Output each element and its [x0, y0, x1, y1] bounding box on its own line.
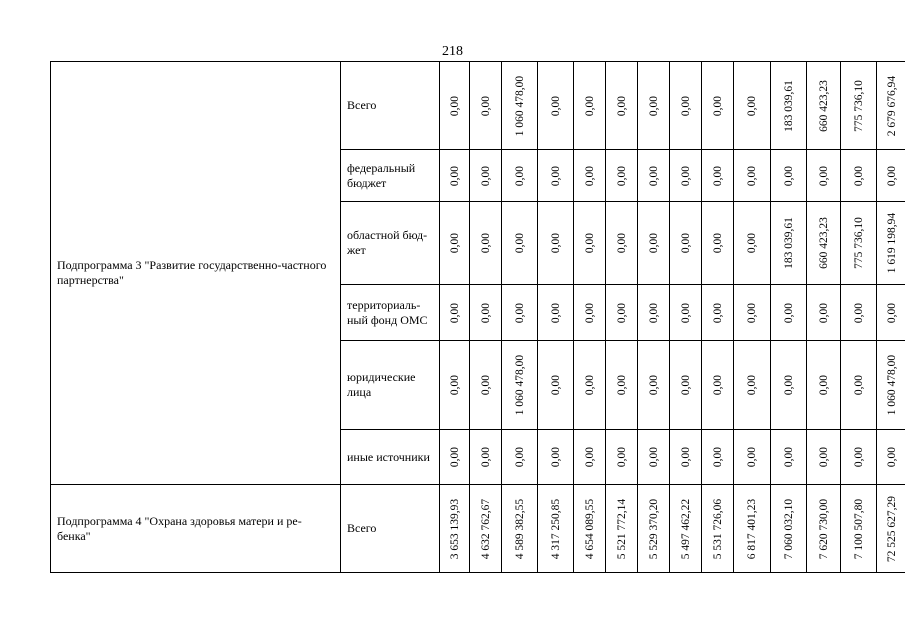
value-cell — [606, 341, 638, 430]
value-cell — [440, 202, 470, 285]
value-text: 0,00 — [782, 302, 795, 323]
value-cell — [470, 202, 502, 285]
value-cell — [440, 150, 470, 202]
value-text: 4 317 250,85 — [549, 498, 562, 559]
value-cell — [606, 202, 638, 285]
value-text: 0,00 — [549, 446, 562, 468]
value-cell — [574, 62, 606, 150]
value-cell — [670, 485, 702, 573]
value-cell — [670, 202, 702, 285]
value-text: 0,00 — [479, 374, 492, 396]
value-text: 0,00 — [679, 232, 692, 254]
program-title: Подпрограмма 3 "Развитие государственно-частного партнерства" — [51, 62, 341, 485]
value-cell — [502, 150, 538, 202]
value-cell — [470, 62, 502, 150]
funding-source: территориаль-ный фонд ОМС — [341, 285, 440, 341]
value-text: 0,00 — [615, 95, 628, 116]
value-cell — [670, 62, 702, 150]
value-cell — [538, 430, 574, 485]
value-cell — [470, 485, 502, 573]
value-text: 0,00 — [711, 95, 724, 116]
value-text: 3 653 139,93 — [448, 498, 461, 559]
value-text: 1 060 478,00 — [513, 354, 526, 416]
value-cell — [538, 341, 574, 430]
value-cell — [771, 150, 807, 202]
value-text: 0,00 — [549, 302, 562, 323]
value-cell — [574, 341, 606, 430]
value-text: 183 039,61 — [782, 217, 795, 269]
value-cell — [734, 285, 771, 341]
value-cell — [638, 62, 670, 150]
value-text: 0,00 — [615, 302, 628, 323]
value-text: 0,00 — [583, 165, 596, 186]
value-text: 7 100 507,80 — [852, 498, 865, 559]
value-text: 0,00 — [711, 302, 724, 323]
value-text: 0,00 — [852, 302, 865, 323]
value-text: 1 060 478,00 — [886, 354, 898, 416]
funding-source: юридические лица — [341, 341, 440, 430]
value-cell — [638, 285, 670, 341]
value-text: 0,00 — [679, 374, 692, 396]
value-text: 0,00 — [513, 232, 526, 254]
value-text: 0,00 — [448, 302, 461, 323]
table-row — [51, 62, 905, 150]
value-cell — [502, 430, 538, 485]
value-text: 0,00 — [615, 374, 628, 396]
value-text: 0,00 — [448, 232, 461, 254]
value-cell — [702, 202, 734, 285]
value-cell — [606, 430, 638, 485]
funding-source: Всего — [341, 62, 440, 150]
value-text: 0,00 — [852, 165, 865, 186]
value-text: 0,00 — [711, 232, 724, 254]
value-cell — [734, 202, 771, 285]
value-text: 0,00 — [711, 374, 724, 396]
value-cell — [877, 485, 905, 573]
value-cell — [670, 150, 702, 202]
value-cell — [807, 62, 841, 150]
value-cell — [574, 430, 606, 485]
value-cell — [841, 285, 877, 341]
value-text: 0,00 — [711, 165, 724, 186]
value-cell — [538, 62, 574, 150]
value-text: 5 531 726,06 — [711, 498, 724, 559]
value-text: 0,00 — [746, 446, 758, 468]
value-text: 0,00 — [615, 165, 628, 186]
value-text: 0,00 — [513, 302, 526, 323]
value-cell — [538, 485, 574, 573]
value-text: 0,00 — [549, 165, 562, 186]
value-cell — [702, 485, 734, 573]
value-text: 0,00 — [852, 446, 865, 468]
value-cell — [702, 62, 734, 150]
value-text: 0,00 — [746, 302, 758, 323]
value-text: 0,00 — [711, 446, 724, 468]
value-cell — [702, 285, 734, 341]
value-text: 0,00 — [746, 232, 758, 254]
value-cell — [807, 485, 841, 573]
value-text: 0,00 — [583, 95, 596, 116]
value-cell — [574, 202, 606, 285]
value-text: 775 736,10 — [852, 79, 865, 132]
value-cell — [877, 202, 905, 285]
value-text: 0,00 — [513, 446, 526, 468]
value-text: 0,00 — [479, 446, 492, 468]
value-text: 4 589 382,55 — [513, 498, 526, 559]
value-cell — [734, 485, 771, 573]
value-cell — [538, 285, 574, 341]
value-cell — [807, 430, 841, 485]
funding-source: областной бюд-жет — [341, 202, 440, 285]
value-text: 0,00 — [852, 374, 865, 396]
value-cell — [841, 150, 877, 202]
value-text: 0,00 — [886, 446, 898, 468]
value-text: 660 423,23 — [817, 217, 830, 269]
value-text: 0,00 — [817, 374, 830, 396]
value-cell — [734, 430, 771, 485]
value-cell — [877, 62, 905, 150]
table-row — [51, 485, 905, 573]
value-text: 0,00 — [886, 302, 898, 323]
funding-source: иные источники — [341, 430, 440, 485]
value-cell — [841, 202, 877, 285]
value-text: 5 497 462,22 — [679, 498, 692, 559]
value-cell — [877, 341, 905, 430]
value-cell — [470, 285, 502, 341]
value-cell — [470, 150, 502, 202]
value-cell — [877, 285, 905, 341]
value-cell — [702, 430, 734, 485]
value-text: 0,00 — [549, 374, 562, 396]
value-text: 0,00 — [746, 95, 758, 116]
value-cell — [877, 150, 905, 202]
value-text: 6 817 401,23 — [746, 498, 758, 559]
value-text: 0,00 — [746, 165, 758, 186]
value-text: 0,00 — [679, 95, 692, 116]
value-cell — [502, 202, 538, 285]
value-cell — [440, 430, 470, 485]
value-cell — [638, 202, 670, 285]
value-text: 0,00 — [448, 446, 461, 468]
value-cell — [606, 62, 638, 150]
value-text: 0,00 — [647, 374, 660, 396]
value-cell — [670, 285, 702, 341]
value-text: 0,00 — [479, 95, 492, 116]
value-cell — [771, 62, 807, 150]
value-cell — [470, 430, 502, 485]
value-text: 2 679 676,94 — [886, 75, 898, 136]
value-cell — [771, 341, 807, 430]
value-text: 0,00 — [647, 302, 660, 323]
value-text: 7 620 730,00 — [817, 498, 830, 559]
value-cell — [702, 341, 734, 430]
value-cell — [502, 285, 538, 341]
value-cell — [841, 485, 877, 573]
value-text: 0,00 — [583, 374, 596, 396]
value-cell — [841, 341, 877, 430]
value-cell — [538, 202, 574, 285]
value-text: 0,00 — [615, 232, 628, 254]
value-text: 0,00 — [647, 165, 660, 186]
value-text: 1 060 478,00 — [513, 75, 526, 136]
value-text: 0,00 — [583, 302, 596, 323]
value-text: 0,00 — [746, 374, 758, 396]
value-cell — [771, 202, 807, 285]
value-cell — [771, 485, 807, 573]
value-text: 0,00 — [479, 232, 492, 254]
value-text: 0,00 — [479, 165, 492, 186]
value-text: 775 736,10 — [852, 217, 865, 269]
table-body — [51, 62, 905, 573]
value-text: 5 529 370,20 — [647, 498, 660, 559]
value-text: 5 521 772,14 — [615, 498, 628, 559]
value-cell — [638, 150, 670, 202]
funding-source: федеральный бюджет — [341, 150, 440, 202]
value-text: 0,00 — [583, 446, 596, 468]
value-cell — [574, 485, 606, 573]
value-text: 0,00 — [513, 165, 526, 186]
value-text: 0,00 — [647, 446, 660, 468]
value-cell — [807, 285, 841, 341]
value-cell — [538, 150, 574, 202]
value-cell — [574, 150, 606, 202]
value-cell — [470, 341, 502, 430]
value-cell — [841, 62, 877, 150]
value-cell — [606, 285, 638, 341]
value-cell — [638, 430, 670, 485]
value-text: 7 060 032,10 — [782, 498, 795, 559]
value-cell — [807, 150, 841, 202]
value-cell — [638, 485, 670, 573]
value-text: 0,00 — [817, 446, 830, 468]
value-cell — [606, 150, 638, 202]
value-text: 0,00 — [679, 446, 692, 468]
value-cell — [807, 202, 841, 285]
value-cell — [606, 485, 638, 573]
value-text: 0,00 — [448, 95, 461, 116]
program-title: Подпрограмма 4 "Охрана здоровья матери и ре-бенка" — [51, 485, 341, 573]
value-cell — [440, 62, 470, 150]
value-cell — [877, 430, 905, 485]
value-cell — [440, 485, 470, 573]
value-text: 0,00 — [886, 165, 898, 186]
value-cell — [734, 62, 771, 150]
value-cell — [807, 341, 841, 430]
value-text: 0,00 — [448, 165, 461, 186]
value-text: 72 525 627,29 — [886, 495, 898, 562]
value-text: 4 632 762,67 — [479, 498, 492, 559]
budget-table — [50, 61, 905, 573]
value-text: 0,00 — [448, 374, 461, 396]
value-text: 4 654 089,55 — [583, 498, 596, 559]
value-text: 0,00 — [615, 446, 628, 468]
value-text: 0,00 — [549, 95, 562, 116]
value-text: 0,00 — [647, 95, 660, 116]
value-text: 0,00 — [549, 232, 562, 254]
value-text: 0,00 — [647, 232, 660, 254]
value-text: 0,00 — [583, 232, 596, 254]
value-cell — [841, 430, 877, 485]
value-cell — [574, 285, 606, 341]
value-cell — [502, 341, 538, 430]
value-text: 0,00 — [782, 446, 795, 468]
value-text: 660 423,23 — [817, 79, 830, 132]
value-text: 0,00 — [679, 302, 692, 323]
value-text: 0,00 — [782, 165, 795, 186]
value-text: 0,00 — [817, 165, 830, 186]
value-cell — [440, 341, 470, 430]
value-cell — [670, 430, 702, 485]
value-cell — [440, 285, 470, 341]
value-cell — [638, 341, 670, 430]
value-cell — [702, 150, 734, 202]
value-cell — [670, 341, 702, 430]
value-text: 0,00 — [479, 302, 492, 323]
value-text: 0,00 — [679, 165, 692, 186]
value-text: 0,00 — [782, 374, 795, 396]
funding-source: Всего — [341, 485, 440, 573]
page-number: 218 — [442, 44, 463, 59]
value-cell — [502, 62, 538, 150]
value-cell — [771, 285, 807, 341]
value-cell — [734, 341, 771, 430]
value-cell — [502, 485, 538, 573]
value-text: 0,00 — [817, 302, 830, 323]
value-cell — [771, 430, 807, 485]
value-text: 183 039,61 — [782, 79, 795, 132]
value-text: 1 619 198,94 — [886, 212, 898, 274]
value-cell — [734, 150, 771, 202]
